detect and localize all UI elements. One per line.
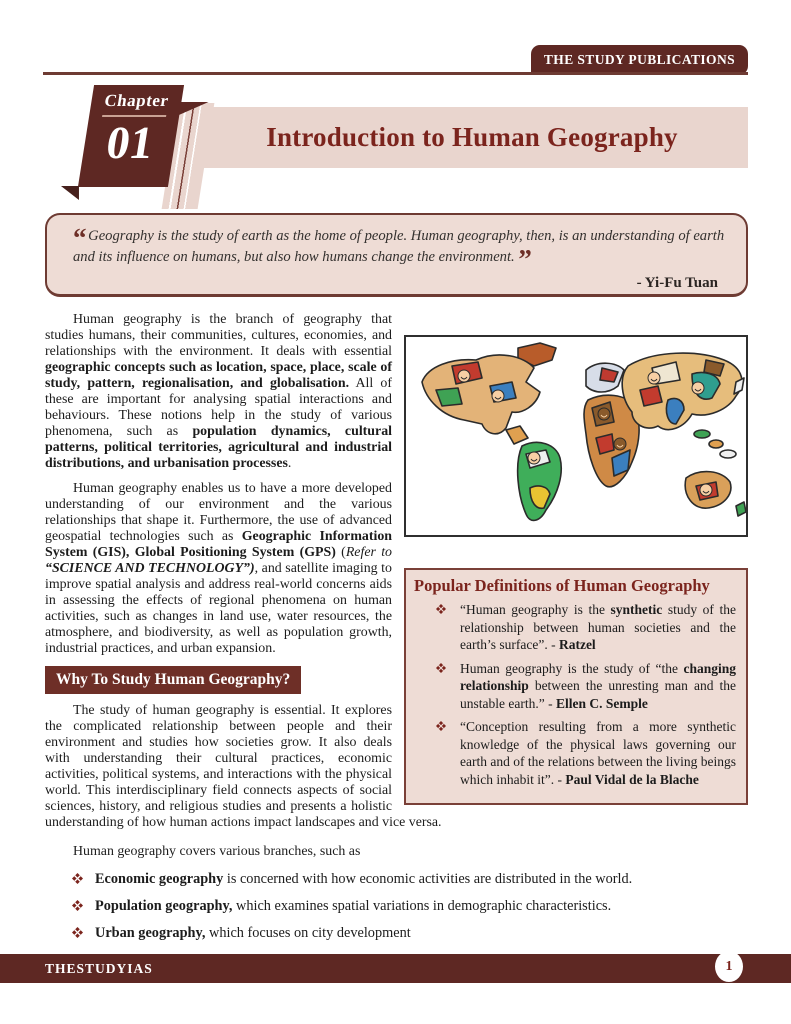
open-quote-icon: “ (73, 223, 85, 253)
paragraph-intro: Human geography is the branch of geography that studies humans, their communities, cultures, economies, and relationships with the environment. It deals with essential geographic concepts such as location, space, place, scale of study, pattern, regionalisation, and globalisation. All of these are important for analysing spatial interactions and behaviours. These notions help in the study of various phenomena, such as population dynamics, cultural patterns, political territories, agricultural and industrial distributions, and urbanisation processes. (45, 312, 393, 471)
header-rule (43, 72, 748, 75)
definition-item: “Human geography is the synthetic study of the relationship between human societies and the earth’s surface”. - Ratzel (414, 601, 736, 654)
page-header (0, 0, 791, 213)
chapter-label: Chapter (103, 91, 171, 110)
publisher-name: THE STUDY PUBLICATIONS (543, 52, 735, 67)
paragraph-why-study: The study of human geography is essential. It explores the complicated relationship between people and their environment and studies how societies grow. It also deals with understanding their cultural practices, economic activities, political systems, and interactions with the physical world. This interdisciplinary field connects aspects of social sciences, history, and religious studies and presents a holistic understanding of how human actions impact landscapes and vice versa. (45, 703, 442, 830)
branches-list (45, 870, 748, 943)
quote-text: “ Geography is the study of earth as the home of people. Human geography, then, is an understanding of earth and its influence on humans, but also how humans change the environment. ” (73, 223, 725, 274)
quote-attribution: - Yi-Fu Tuan (636, 275, 718, 291)
page-footer (0, 954, 791, 983)
diamond-bullet-icon (436, 663, 446, 673)
diamond-bullet-icon (72, 927, 83, 938)
world-map-illustration (406, 337, 746, 535)
definition-item: Human geography is the study of “the changing relationship between the unresting man and the unstable earth.” - Ellen C. Semple (414, 660, 736, 713)
quote-box (45, 213, 748, 297)
definitions-box (404, 568, 748, 805)
definitions-title: Popular Definitions of Human Geography (414, 576, 710, 595)
footer-brand: THESTUDYIAS (45, 961, 153, 976)
chapter-badge (78, 85, 184, 187)
diamond-bullet-icon (436, 604, 446, 614)
world-map-figure (404, 335, 748, 537)
publisher-badge (531, 45, 748, 75)
definition-item: “Conception resulting from a more synthetic knowledge of the physical laws governing our earth and of the relations between the living beings which inhabit it”. - Paul Vidal de la Blache (414, 718, 736, 788)
page-title: Introduction to Human Geography (266, 122, 678, 152)
list-item: Population geography, which examines spatial variations in demographic characteristics. (45, 897, 748, 916)
chapter-number: 01 (102, 117, 158, 168)
chapter-title-banner (150, 107, 748, 168)
paragraph-technology: Human geography enables us to have a more developed understanding of our environment and the various relationships that shape it. Furthermore, the use of advanced geospatial technologies such as Geographic Information System (GIS), Global Positioning System (GPS) (Refer to “SCIENCE AND TECHNOLOGY”), and satellite imaging to improve spatial analysis and address real-world concerns aids in assessing the effects of regional phenomena on human activities, such as changes in land use, water resources, the atmosphere, and biodiversity, as well as population growth, industrial practices, and urban expansion. (45, 481, 393, 656)
section-heading-why-study: Why To Study Human Geography? (45, 666, 301, 694)
list-item: Economic geography is concerned with how economic activities are distributed in the world. (45, 870, 748, 889)
close-quote-icon: ” (518, 244, 530, 274)
page-number-badge: 1 (715, 951, 743, 982)
branches-intro: Human geography covers various branches, such as (73, 844, 361, 859)
diamond-bullet-icon (72, 900, 83, 911)
diamond-bullet-icon (436, 721, 446, 731)
list-item: Urban geography, which focuses on city development (45, 924, 748, 943)
main-content (45, 312, 748, 943)
diamond-bullet-icon (72, 873, 83, 884)
